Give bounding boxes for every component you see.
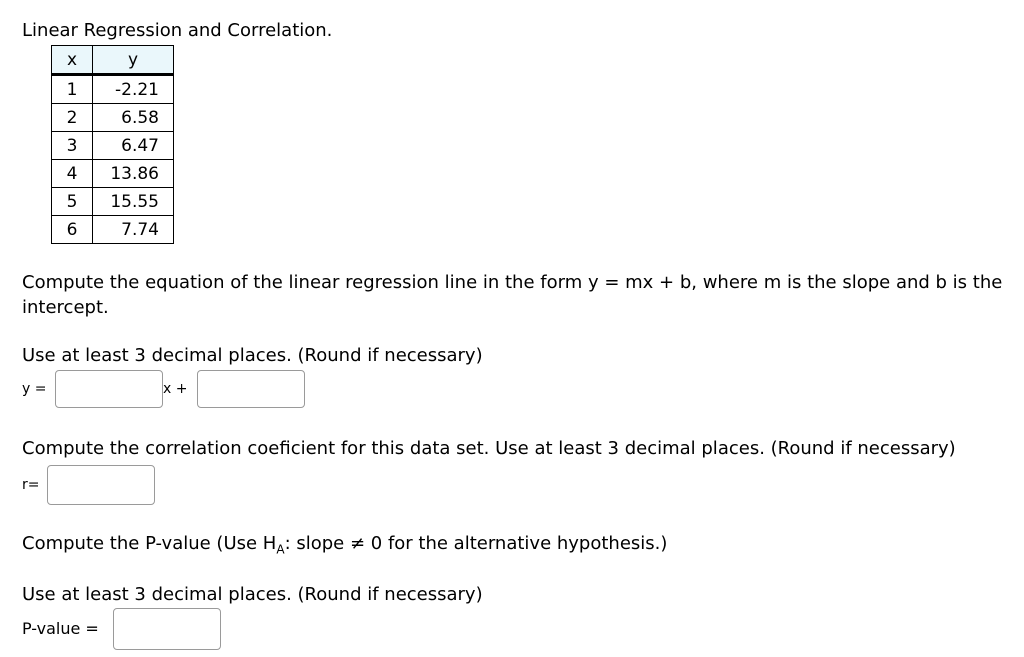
table-row (52, 188, 174, 216)
table-row (52, 104, 174, 132)
p-value-question (22, 532, 667, 562)
cell-y: 13.86 (93, 160, 174, 188)
data-table (51, 45, 174, 244)
cell-x: 3 (52, 132, 93, 160)
table-row (52, 132, 174, 160)
regression-decimals-note: Use at least 3 decimal places. (Round if necessary) (22, 345, 483, 366)
p-value-question-end: : slope ≠ 0 for the alternative hypothesis.) (284, 533, 668, 554)
cell-y: -2.21 (93, 75, 174, 104)
regression-question-line2: intercept. (22, 297, 109, 318)
cell-x: 5 (52, 188, 93, 216)
table-row (52, 75, 174, 104)
cell-y: 7.74 (93, 216, 174, 244)
cell-y: 6.47 (93, 132, 174, 160)
cell-x: 1 (52, 75, 93, 104)
slope-input[interactable] (55, 370, 163, 408)
cell-x: 2 (52, 104, 93, 132)
cell-y: 6.58 (93, 104, 174, 132)
correlation-input[interactable] (47, 465, 155, 505)
table-row (52, 160, 174, 188)
cell-x: 6 (52, 216, 93, 244)
column-header-x: x (52, 46, 93, 75)
page-title: Linear Regression and Correlation. (22, 20, 333, 41)
y-equals-label: y = (22, 381, 47, 397)
x-plus-label: x + (163, 381, 188, 397)
column-header-y: y (93, 46, 174, 75)
table-header-row (52, 46, 174, 75)
r-equals-label: r= (22, 477, 40, 493)
p-value-decimals-note: Use at least 3 decimal places. (Round if necessary) (22, 584, 483, 605)
intercept-input[interactable] (197, 370, 305, 408)
cell-y: 15.55 (93, 188, 174, 216)
table-row (52, 216, 174, 244)
p-value-question-start: Compute the P-value (Use H (22, 533, 277, 554)
hypothesis-subscript: A (276, 542, 285, 557)
correlation-question: Compute the correlation coeficient for this data set. Use at least 3 decimal places. (Round if necessary) (22, 438, 956, 459)
cell-x: 4 (52, 160, 93, 188)
p-value-label: P-value = (22, 619, 99, 638)
regression-question-line1: Compute the equation of the linear regression line in the form y = mx + b, where m is the slope and b is the (22, 272, 1003, 293)
p-value-input[interactable] (113, 608, 221, 650)
